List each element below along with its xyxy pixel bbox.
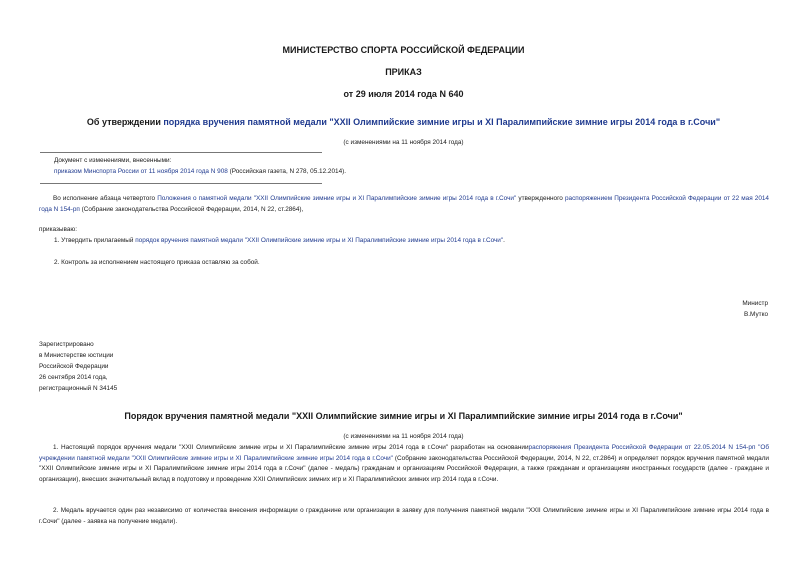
item-2: 2. Контроль за исполнением настоящего приказа оставляю за собой. — [54, 259, 260, 266]
signature-name: В.Мутко — [744, 311, 768, 318]
appendix-title: Порядок вручения памятной медали "XXII Олимпийские зимние игры и XI Паралимпийские зимние игры 2014 года в г.Сочи" — [124, 411, 683, 421]
item-1-link[interactable]: порядок вручения памятной медали "XXII Олимпийские зимние игры и XI Паралимпийские зимние игры 2014 года в г.Сочи" — [135, 237, 504, 244]
changes-link[interactable]: приказом Минспорта России от 11 ноября 2014 года N 908 — [54, 168, 228, 175]
appendix-paragraph-2: 2. Медаль вручается один раз независимо от количества внесения информации о гражданине или организации в заявку для получения памятной медали "XXII Олимпийские зимние игры и XI Паралимпийские зимние игры 2014 года в г.Сочи" (далее - заявка на получение медали). — [39, 507, 769, 525]
registration-line-1: Зарегистрировано — [39, 341, 94, 348]
changes-tail: (Российская газета, N 278, 05.12.2014). — [227, 168, 347, 175]
item-1-prefix: 1. Утвердить прилагаемый — [54, 237, 136, 244]
preamble-link-1[interactable]: Положения о памятной медали "XXII Олимпийские зимние игры и XI Паралимпийские зимние игры 2014 года в г.Сочи" — [157, 195, 517, 202]
preamble-link-2[interactable]: распоряжением Президента Российской Федерации от 22 мая 2014 года N 154-рп — [39, 195, 769, 213]
amendment-note: (с изменениями на 11 ноября 2014 года) — [343, 139, 464, 146]
divider-bottom — [40, 183, 322, 184]
date-number-heading: от 29 июля 2014 года N 640 — [343, 89, 464, 99]
appendix-p1-text-1: 1. Настоящий порядок вручения медали "XXII Олимпийские зимние игры и XI Паралимпийские зимние игры 2014 года в г.Сочи" разработан на основании — [53, 444, 529, 451]
title-link[interactable]: порядка вручения памятной медали "XXII Олимпийские зимние игры и XI Паралимпийские зимние игры 2014 года в г.Сочи" — [163, 117, 721, 127]
appendix-p1-text-2: (Собрание законодательства Российской Федерации, 2014, N 22, ст.2864) и определяет порядок вручения памятной медали "XXII Олимпийские зимние игры и XI Паралимпийские зимние игры 2014 года в г.Сочи" (далее - медаль) гражданам и организациям Российской Федерации, а также гражданам и организациям иностранных государств (далее - граждане и организации), внесших значительный вклад в подготовку и проведение XXII Олимпийских зимних игр и XI Паралимпийских зимних игр 2014 года в г.Сочи. — [39, 454, 769, 483]
changes-line2 — [54, 168, 346, 175]
preamble-paragraph — [39, 194, 769, 215]
registration-line-4: 26 сентября 2014 года, — [39, 374, 108, 381]
registration-line-2: в Министерстве юстиции — [39, 352, 114, 359]
item-1-suffix: . — [503, 237, 505, 244]
registration-line-5: регистрационный N 34145 — [39, 385, 118, 392]
document-title — [0, 117, 807, 127]
changes-line1: Документ с изменениями, внесенными: — [54, 157, 172, 164]
order-word: приказываю: — [39, 226, 77, 233]
preamble-text-3: (Собрание законодательства Российской Федерации, 2014, N 22, ст.2864), — [79, 205, 304, 213]
divider-top — [40, 152, 322, 153]
registration-line-3: Российской Федерации — [39, 363, 109, 370]
appendix-paragraph-1 — [39, 443, 769, 485]
preamble-text-2: утвержденного — [516, 195, 565, 202]
doc-type-heading: ПРИКАЗ — [385, 67, 422, 77]
preamble-text-1: Во исполнение абзаца четвертого — [53, 195, 158, 202]
title-prefix: Об утверждении — [86, 117, 164, 127]
signature-position: Министр — [742, 300, 768, 307]
appendix-amendment-note: (с изменениями на 11 ноября 2014 года) — [343, 433, 464, 440]
item-1 — [54, 237, 505, 244]
appendix-p1-link[interactable]: распоряжения Президента Российской Федерации от 22.05.2014 N 154-рп "Об учреждении памятной медали "XXII Олимпийские зимние игры и XI Паралимпийские зимние игры 2014 года в г.Сочи" — [39, 444, 769, 462]
ministry-heading: МИНИСТЕРСТВО СПОРТА РОССИЙСКОЙ ФЕДЕРАЦИИ — [282, 45, 525, 55]
